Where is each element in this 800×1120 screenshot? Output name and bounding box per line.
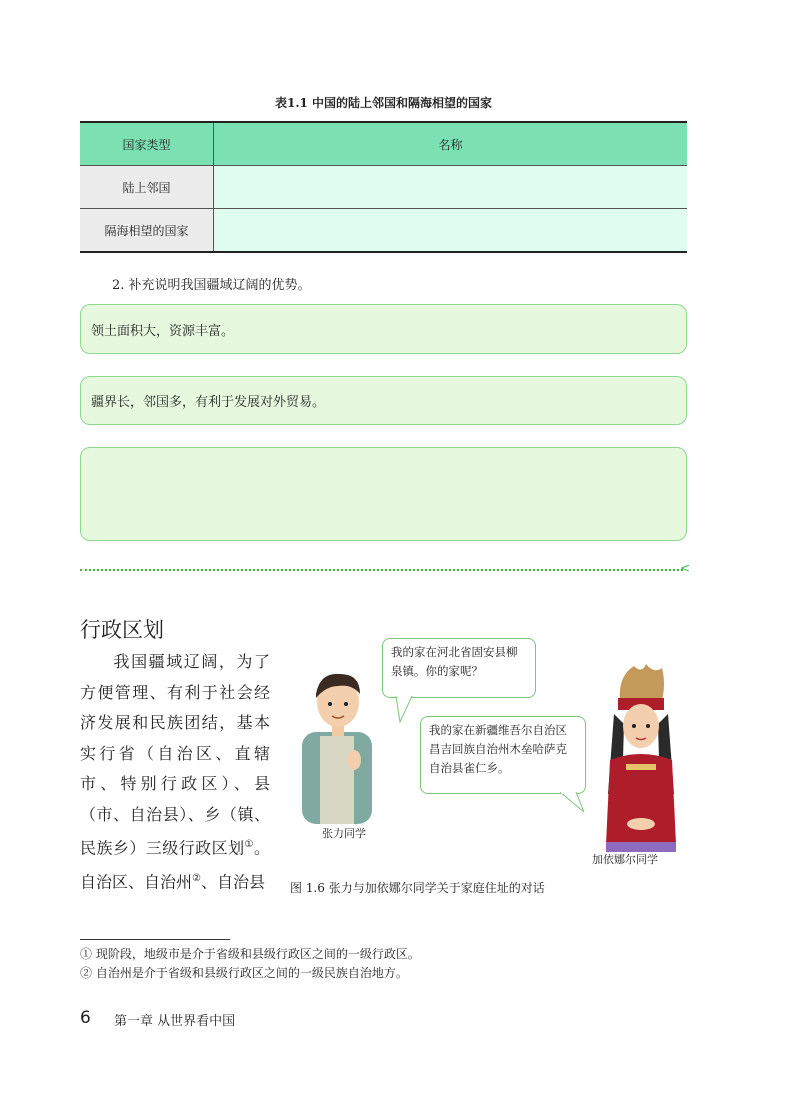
speech-tail-2	[558, 792, 588, 814]
table-header-row	[80, 122, 687, 166]
table-row	[80, 209, 687, 253]
chapter-title: 第一章 从世界看中国	[114, 1014, 236, 1029]
footnote-2: ② 自治州是介于省级和县级行政区之间的一级民族自治地方。	[80, 966, 408, 980]
speech-text-zhangli: 我的家在河北省固安县柳泉镇。你的家呢？	[391, 645, 518, 678]
speech-bubble-jiayi	[420, 716, 586, 794]
footnote-1: ① 现阶段，地级市是介于省级和县级行政区之间的一级行政区。	[80, 947, 420, 961]
row-value-land-neighbors[interactable]	[214, 166, 688, 209]
answer-box-2[interactable]	[80, 376, 687, 425]
page-number: 6	[80, 1008, 91, 1028]
section-body	[80, 647, 270, 898]
footnote-mark-2[interactable]: ②	[192, 872, 201, 884]
table-caption: 表1.1 中国的陆上邻国和隔海相望的国家	[274, 96, 493, 110]
body-text-part1: 我国疆域辽阔，为了方便管理、有利于社会经济发展和民族团结，基本实行省（自治区、直辖市、特别行政区）、县（市、自治县）、乡（镇、民族乡）三级行政区划	[80, 652, 270, 858]
answer-text-1: 领土面积大，资源丰富。	[91, 323, 235, 339]
label-zhangli: 张力同学	[322, 827, 366, 840]
speech-text-jiayi: 我的家在新疆维吾尔自治区昌吉回族自治州木垒哈萨克自治县雀仁乡。	[429, 723, 567, 775]
label-jiayi: 加依娜尔同学	[592, 853, 658, 866]
body-text-part3: 、自治县	[200, 872, 265, 892]
answer-box-3[interactable]	[80, 447, 687, 541]
table-header-name: 名称	[214, 122, 688, 166]
figure-caption: 图 1.6 张力与加依娜尔同学关于家庭住址的对话	[290, 881, 545, 895]
row-value-sea-neighbors[interactable]	[214, 209, 688, 253]
section-title: 行政区划	[80, 618, 164, 642]
footnote-divider	[80, 939, 230, 940]
table-row	[80, 166, 687, 209]
figure-dialogue	[290, 638, 690, 908]
row-label-land-neighbors: 陆上邻国	[80, 166, 214, 209]
girl-student-illustration	[596, 664, 684, 854]
speech-tail-1	[394, 696, 418, 724]
dotted-divider	[80, 569, 683, 571]
body-text-part2: 。自治区、自治州	[80, 838, 270, 892]
arrow-left-icon: <	[680, 561, 691, 575]
answer-box-1[interactable]	[80, 304, 687, 354]
speech-bubble-zhangli	[382, 638, 536, 698]
footnote-mark-1[interactable]: ①	[244, 839, 254, 850]
row-label-sea-neighbors: 隔海相望的国家	[80, 209, 214, 253]
neighbor-countries-table	[80, 121, 687, 253]
boy-student-illustration	[294, 664, 384, 824]
question-2: 2. 补充说明我国疆域辽阔的优势。	[112, 278, 311, 293]
table-header-type: 国家类型	[80, 122, 214, 166]
answer-text-2: 疆界长，邻国多，有利于发展对外贸易。	[91, 395, 326, 410]
